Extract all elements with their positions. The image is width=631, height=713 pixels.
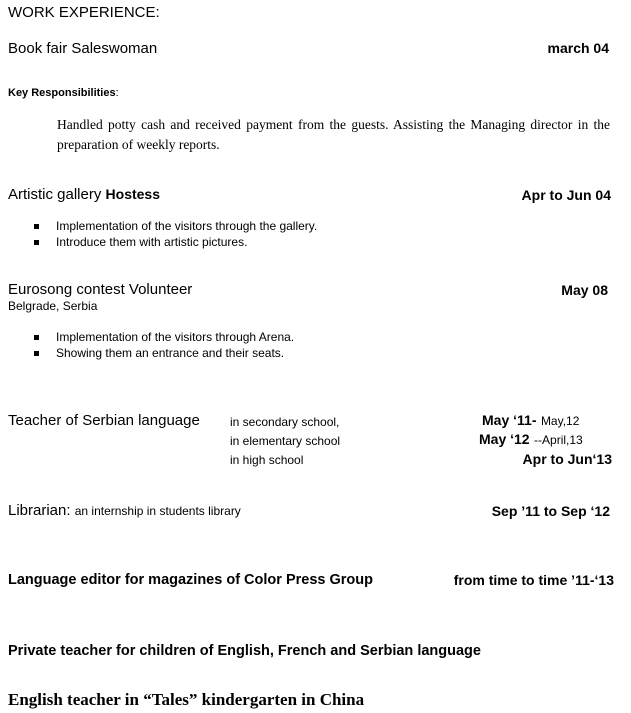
teacher-date-3: Apr to Jun‘13 xyxy=(522,451,612,467)
gallery-title-b: Hostess xyxy=(105,186,160,202)
bookfair-description: Handled potty cash and received payment from the guests. Assisting the Managing director in the preparation of weekly reports. xyxy=(57,117,610,152)
job-title-private: Private teacher for children of English, French and Serbian language xyxy=(8,643,481,659)
list-item: Implementation of the visitors through the gallery. xyxy=(34,218,317,234)
job-title-china: English teacher in “Tales” kindergarten in China xyxy=(8,690,365,709)
job-title-teacher: Teacher of Serbian language xyxy=(8,412,200,429)
teacher-date-2-main: May ‘12 xyxy=(479,431,530,447)
teacher-place-2: in elementary school xyxy=(230,434,341,448)
job-title-bookfair: Book fair Saleswoman xyxy=(8,40,158,57)
gallery-title-a: Artistic gallery xyxy=(8,186,102,203)
gallery-bullets xyxy=(34,218,317,250)
teacher-date-2 xyxy=(479,431,583,449)
teacher-place-1: in secondary school, xyxy=(230,415,340,429)
librarian-title: Librarian: xyxy=(8,502,71,519)
teacher-date-1 xyxy=(482,412,579,430)
key-responsibilities-text: Key Responsibilities xyxy=(8,87,116,99)
teacher-date-2-extra: --April,13 xyxy=(534,433,583,447)
key-responsibilities-label xyxy=(8,87,119,99)
key-responsibilities-colon: : xyxy=(115,87,119,99)
job-title-eurosong: Eurosong contest Volunteer xyxy=(8,281,193,298)
section-title: WORK EXPERIENCE: xyxy=(8,4,160,21)
eurosong-location: Belgrade, Serbia xyxy=(8,299,98,313)
list-item: Implementation of the visitors through Arena. xyxy=(34,329,294,345)
librarian-detail: an internship in students library xyxy=(74,504,241,518)
job-date-gallery: Apr to Jun 04 xyxy=(521,187,611,203)
teacher-date-1-extra: May,12 xyxy=(540,414,580,428)
list-item: Introduce them with artistic pictures. xyxy=(34,234,317,250)
teacher-date-1-main: May ‘11- xyxy=(482,412,537,428)
eurosong-bullets xyxy=(34,329,294,361)
job-title-librarian xyxy=(8,502,241,519)
job-title-gallery xyxy=(8,186,160,203)
list-item: Showing them an entrance and their seats. xyxy=(34,345,294,361)
job-date-librarian: Sep ’11 to Sep ‘12 xyxy=(491,503,610,519)
job-date-eurosong: May 08 xyxy=(561,282,608,298)
job-date-editor: from time to time ’11-‘13 xyxy=(453,572,614,588)
job-date-bookfair: march 04 xyxy=(547,40,609,56)
job-title-editor: Language editor for magazines of Color Press Group xyxy=(8,572,373,588)
teacher-place-3: in high school xyxy=(230,453,304,467)
